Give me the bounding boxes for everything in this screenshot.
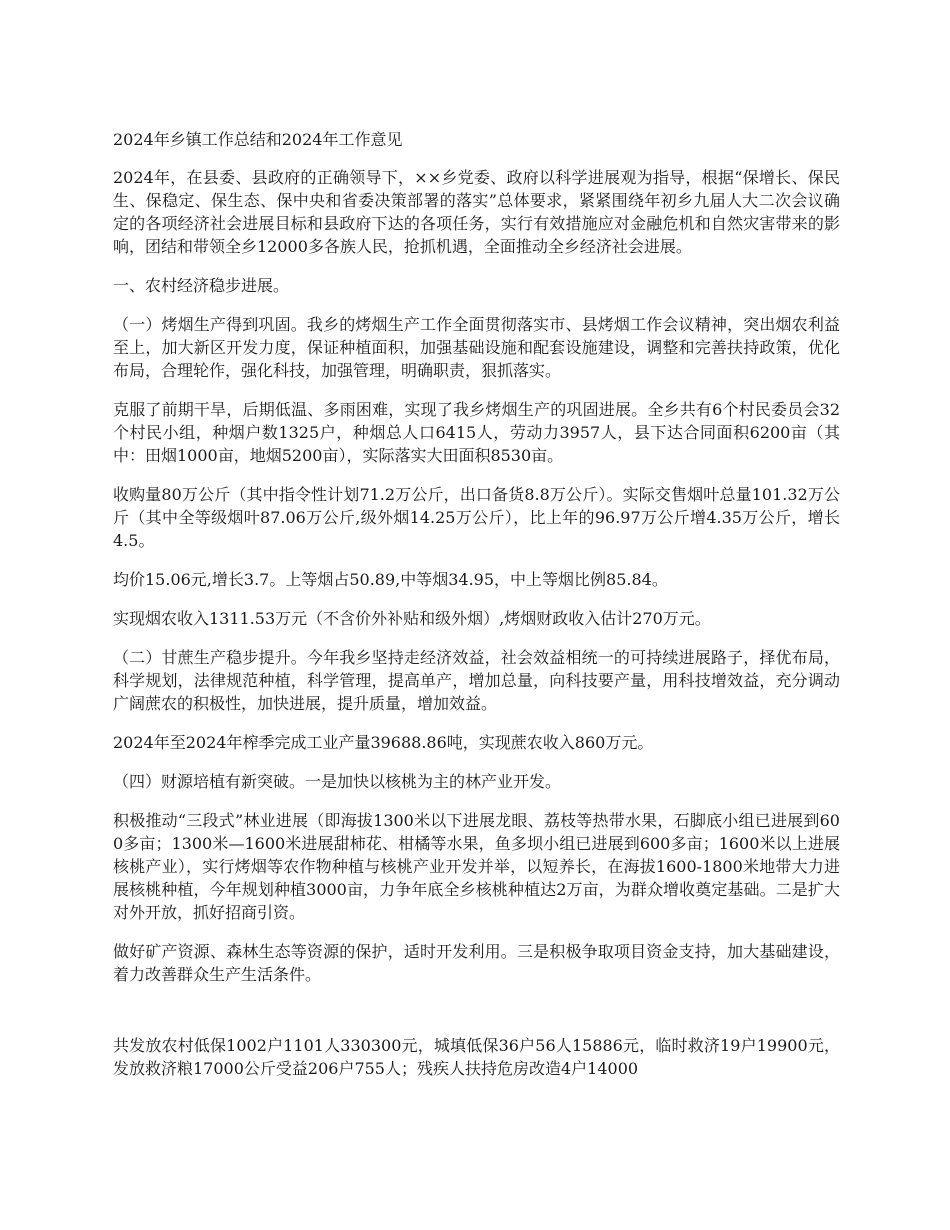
paragraph-resource-protection: 做好矿产资源、森林生态等资源的保护，适时开发利用。三是积极争取项目资金支持，加大基础建设，着力改善群众生产生活条件。 — [113, 942, 840, 984]
paragraph-tobacco-purchase: 收购量80万公斤（其中指令性计划71.2万公斤，出口备货8.8万公斤）。实际交售烟叶总量101.32万公斤（其中全等级烟叶87.06万公斤,级外烟14.25万公斤），比上年的96.97万公斤增4.35万公斤，增长4.5。 — [113, 485, 840, 550]
section-heading-rural-economy: 一、农村经济稳步进展。 — [113, 276, 290, 295]
paragraph-forestry: 积极推动“三段式”林业进展（即海拔1300米以下进展龙眼、荔枝等热带水果，石脚底小组已进展到600多亩；1300米—1600米进展甜柿花、柑橘等水果，鱼多坝小组已进展到600多亩；1600米以上进展核桃产业），实行烤烟等农作物种植与核桃产业开发并举，以短养长，在海拔1600-1800米地带大力进展核桃种植，今年规划种植3000亩，力争年底全乡核桃种植达2万亩，为群众增收奠定基础。二是扩大对外开放，抓好招商引资。 — [113, 811, 840, 922]
spacer — [113, 1002, 840, 1034]
paragraph-sugarcane: （二）甘蔗生产稳步提升。今年我乡坚持走经济效益，社会效益相统一的可持续进展路子，择优布局，科学规划，法律规范种植，科学管理，提高单产，增加总量，向科技要产量，用科技增效益，充分调动广阔蔗农的积极性，加快进展，提升质量，增加效益。 — [113, 648, 840, 713]
paragraph-tobacco-statistics: 克服了前期干旱，后期低温、多雨困难，实现了我乡烤烟生产的巩固进展。全乡共有6个村民委员会32个村民小组，种烟户数1325户，种烟总人口6415人，劳动力3957人，县下达合同面积6200亩（其中：田烟1000亩，地烟5200亩），实际落实大田面积8530亩。 — [113, 400, 840, 465]
paragraph-intro: 2024年，在县委、县政府的正确领导下，××乡党委、政府以科学进展观为指导，根据“保增长、保民生、保稳定、保生态、保中央和省委决策部署的落实”总体要求，紧紧围绕年初乡九届人大二次会议确定的各项经济社会进展目标和县政府下达的各项任务，实行有效措施应对金融危机和自然灾害带来的影响，团结和带领全乡12000多各族人民，抢抓机遇，全面推动全乡经济社会进展。 — [113, 168, 840, 256]
paragraph-tobacco-price: 均价15.06元,增长3.7。上等烟占50.89,中等烟34.95，中上等烟比例85.84。 — [113, 570, 668, 589]
paragraph-tobacco-income: 实现烟农收入1311.53万元（不含价外补贴和级外烟）,烤烟财政收入估计270万元。 — [113, 609, 711, 628]
paragraph-tobacco-production: （一）烤烟生产得到巩固。我乡的烤烟生产工作全面贯彻落实市、县烤烟工作会议精神，突出烟农利益至上，加大新区开发力度，保证种植面积，加强基础设施和配套设施建设，调整和完善扶持政策，优化布局，合理轮作，强化科技，加强管理，明确职责，狠抓落实。 — [113, 315, 840, 380]
document-title: 2024年乡镇工作总结和2024年工作意见 — [113, 130, 403, 149]
paragraph-social-assistance: 共发放农村低保1002户1101人330300元，城填低保36户56人15886元，临时救济19户19900元，发放救济粮17000公斤受益206户755人；残疾人扶持危房改造4户14000 — [113, 1036, 840, 1078]
paragraph-revenue-sources: （四）财源培植有新突破。一是加快以核桃为主的林产业开发。 — [113, 772, 562, 791]
paragraph-sugarcane-output: 2024年至2024年榨季完成工业产量39688.86吨，实现蔗农收入860万元。 — [113, 733, 654, 752]
document-page — [113, 120, 840, 1096]
